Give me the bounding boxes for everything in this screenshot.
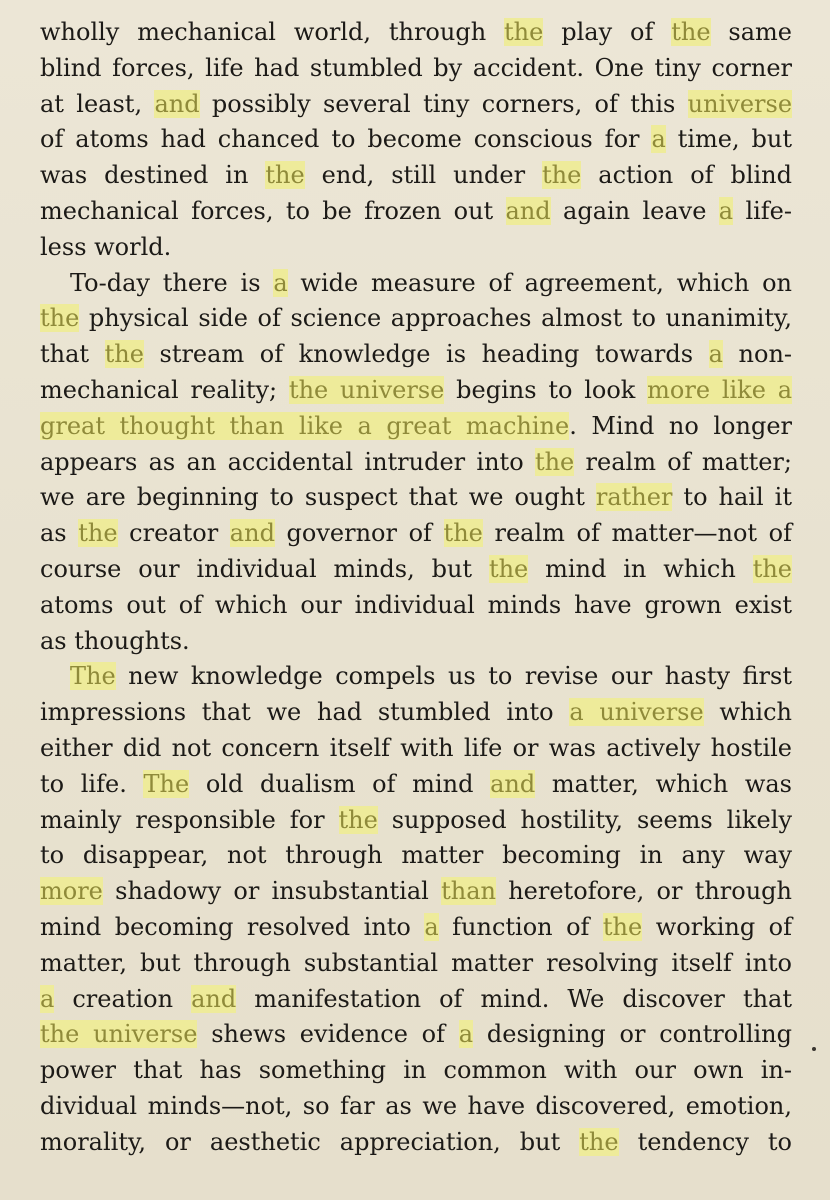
- highlighted-word: than: [441, 877, 496, 906]
- text-line: [40, 1017, 792, 1053]
- highlighted-word: the universe: [288, 375, 445, 404]
- text-segment: that: [40, 340, 105, 369]
- highlighted-word: the: [752, 554, 792, 583]
- text-line: [40, 194, 792, 230]
- highlighted-word: a: [651, 125, 666, 154]
- text-line: [40, 946, 792, 982]
- page-text-body: [40, 15, 792, 1161]
- text-segment: play of: [543, 18, 672, 46]
- text-segment: which: [703, 698, 793, 727]
- highlighted-word: a: [708, 340, 723, 369]
- text-segment: as: [40, 519, 79, 548]
- text-segment: blind forces, life had stumbled by accident. One tiny corner: [40, 53, 792, 82]
- highlighted-word: more: [40, 877, 103, 906]
- text-segment: new knowledge compels us to revise our hasty first: [115, 662, 792, 691]
- text-segment: matter, which was: [535, 769, 792, 798]
- highlighted-word: the: [542, 161, 582, 190]
- text-line: [40, 1053, 792, 1089]
- text-line: [40, 588, 792, 624]
- text-segment: again leave: [550, 196, 719, 225]
- text-segment: old dualism of mind: [189, 769, 491, 798]
- highlighted-word: universe: [687, 89, 793, 118]
- highlighted-word: the: [579, 1127, 619, 1156]
- text-segment: as thoughts.: [40, 626, 190, 655]
- highlighted-word: more like a: [647, 375, 793, 404]
- text-segment: to disappear, not through matter becoming in any way: [40, 841, 792, 870]
- highlighted-word: the: [443, 519, 483, 548]
- text-segment: less world.: [40, 232, 172, 261]
- text-segment: atoms out of which our individual minds have grown exist: [40, 590, 792, 619]
- text-segment: mind becoming resolved into: [40, 912, 425, 941]
- text-line: [40, 874, 792, 910]
- ink-speck: [812, 1047, 816, 1051]
- text-segment: action of blind: [581, 161, 793, 190]
- highlighted-word: and: [154, 89, 200, 118]
- highlighted-word: and: [505, 196, 551, 225]
- highlighted-word: and: [490, 769, 536, 798]
- text-line: [40, 87, 792, 123]
- text-segment: was destined in: [40, 161, 266, 190]
- highlighted-word: the: [602, 912, 643, 941]
- text-segment: heretofore, or through: [495, 877, 792, 906]
- highlighted-word: a: [273, 268, 288, 297]
- highlighted-word: the: [78, 519, 118, 548]
- text-segment: realm of matter—not of: [482, 519, 792, 548]
- highlighted-word: and: [229, 519, 275, 548]
- text-segment: shadowy or insubstantial: [102, 877, 442, 906]
- highlighted-word: the: [104, 340, 144, 369]
- highlighted-word: the: [338, 805, 378, 834]
- text-segment: begins to look: [444, 375, 648, 404]
- text-segment: shews evidence of: [197, 1020, 459, 1049]
- text-line: [40, 373, 792, 409]
- text-line: [40, 1125, 792, 1161]
- text-line: [40, 122, 792, 158]
- highlighted-word: a: [718, 196, 734, 225]
- text-line: [40, 1089, 792, 1125]
- text-segment: physical side of science approaches almost to unanimity,: [79, 304, 792, 333]
- highlighted-word: the: [671, 18, 711, 46]
- text-line: [40, 516, 792, 552]
- text-segment: morality, or aesthetic appreciation, but: [40, 1127, 580, 1156]
- text-segment: at least,: [40, 89, 155, 118]
- text-segment: creator: [117, 519, 230, 548]
- text-line: [40, 910, 792, 946]
- text-segment: stream of knowledge is heading towards: [143, 340, 709, 369]
- text-segment: mind in which: [528, 554, 753, 583]
- highlighted-word: a universe: [569, 698, 704, 727]
- highlighted-word: the: [265, 161, 305, 190]
- text-segment: mechanical reality;: [40, 375, 289, 404]
- text-line: [40, 230, 792, 266]
- highlighted-word: a: [424, 912, 439, 941]
- highlighted-word: the: [488, 554, 529, 583]
- highlighted-word: The: [70, 662, 116, 691]
- text-line: [40, 731, 792, 767]
- text-segment: of atoms had chanced to become conscious for: [40, 125, 652, 154]
- text-line: [40, 337, 792, 373]
- text-line: [40, 838, 792, 874]
- text-segment: impressions that we had stumbled into: [40, 698, 570, 727]
- text-segment: end, still under: [304, 161, 543, 190]
- text-segment: dividual minds—not, so far as we have discovered, emotion,: [40, 1091, 792, 1120]
- text-segment: function of: [438, 912, 603, 941]
- highlighted-word: The: [143, 769, 190, 798]
- text-segment: course our individual minds, but: [40, 554, 489, 583]
- text-line: [40, 695, 792, 731]
- text-line: [40, 624, 792, 660]
- text-segment: wide measure of agreement, which on: [287, 268, 792, 297]
- text-line: [40, 982, 792, 1018]
- text-segment: mechanical forces, to be frozen out: [40, 196, 506, 225]
- highlighted-word: the: [40, 304, 80, 333]
- highlighted-word: and: [191, 984, 237, 1013]
- highlighted-word: the universe: [40, 1020, 198, 1049]
- text-segment: supposed hostility, seems likely: [377, 805, 792, 834]
- text-segment: same: [710, 18, 792, 46]
- text-segment: tendency to: [618, 1127, 792, 1156]
- text-segment: creation: [54, 984, 192, 1013]
- text-segment: power that has something in common with our own in-: [40, 1056, 792, 1085]
- text-segment: designing or controlling: [473, 1020, 792, 1049]
- text-segment: realm of matter;: [574, 447, 792, 476]
- text-line: [40, 301, 792, 337]
- text-segment: manifestation of mind. We discover that: [236, 984, 792, 1013]
- text-segment: governor of: [274, 519, 444, 548]
- text-segment: To-day there is: [70, 268, 274, 297]
- text-line: [40, 445, 792, 481]
- text-segment: to hail it: [672, 483, 792, 512]
- text-segment: to life.: [40, 769, 144, 798]
- text-line: [40, 266, 792, 302]
- text-segment: possibly several tiny corners, of this: [199, 89, 688, 118]
- text-segment: life-: [733, 196, 792, 225]
- text-line: [40, 767, 792, 803]
- text-line: [40, 51, 792, 87]
- highlighted-word: great thought than like a great machine: [40, 411, 570, 440]
- text-line: [40, 409, 792, 445]
- text-line: [40, 659, 792, 695]
- highlighted-word: the: [504, 18, 544, 46]
- highlighted-word: a: [40, 984, 55, 1013]
- text-segment: non-: [722, 340, 793, 369]
- text-segment: time, but: [665, 125, 792, 154]
- text-line: [40, 480, 792, 516]
- text-segment: mainly responsible for: [40, 805, 339, 834]
- text-segment: working of: [642, 912, 793, 941]
- text-line: [40, 552, 792, 588]
- text-segment: . Mind no longer: [569, 411, 792, 440]
- highlighted-word: the: [534, 447, 575, 476]
- text-line: [40, 158, 792, 194]
- text-line: [40, 15, 792, 51]
- text-segment: matter, but through substantial matter resolving itself into: [40, 948, 792, 977]
- highlighted-word: rather: [595, 483, 673, 512]
- highlighted-word: a: [458, 1020, 474, 1049]
- text-line: [40, 803, 792, 839]
- text-segment: appears as an accidental intruder into: [40, 447, 535, 476]
- text-segment: either did not concern itself with life or was actively hostile: [40, 733, 792, 762]
- text-segment: we are beginning to suspect that we ought: [40, 483, 596, 512]
- text-segment: wholly mechanical world, through: [40, 18, 505, 46]
